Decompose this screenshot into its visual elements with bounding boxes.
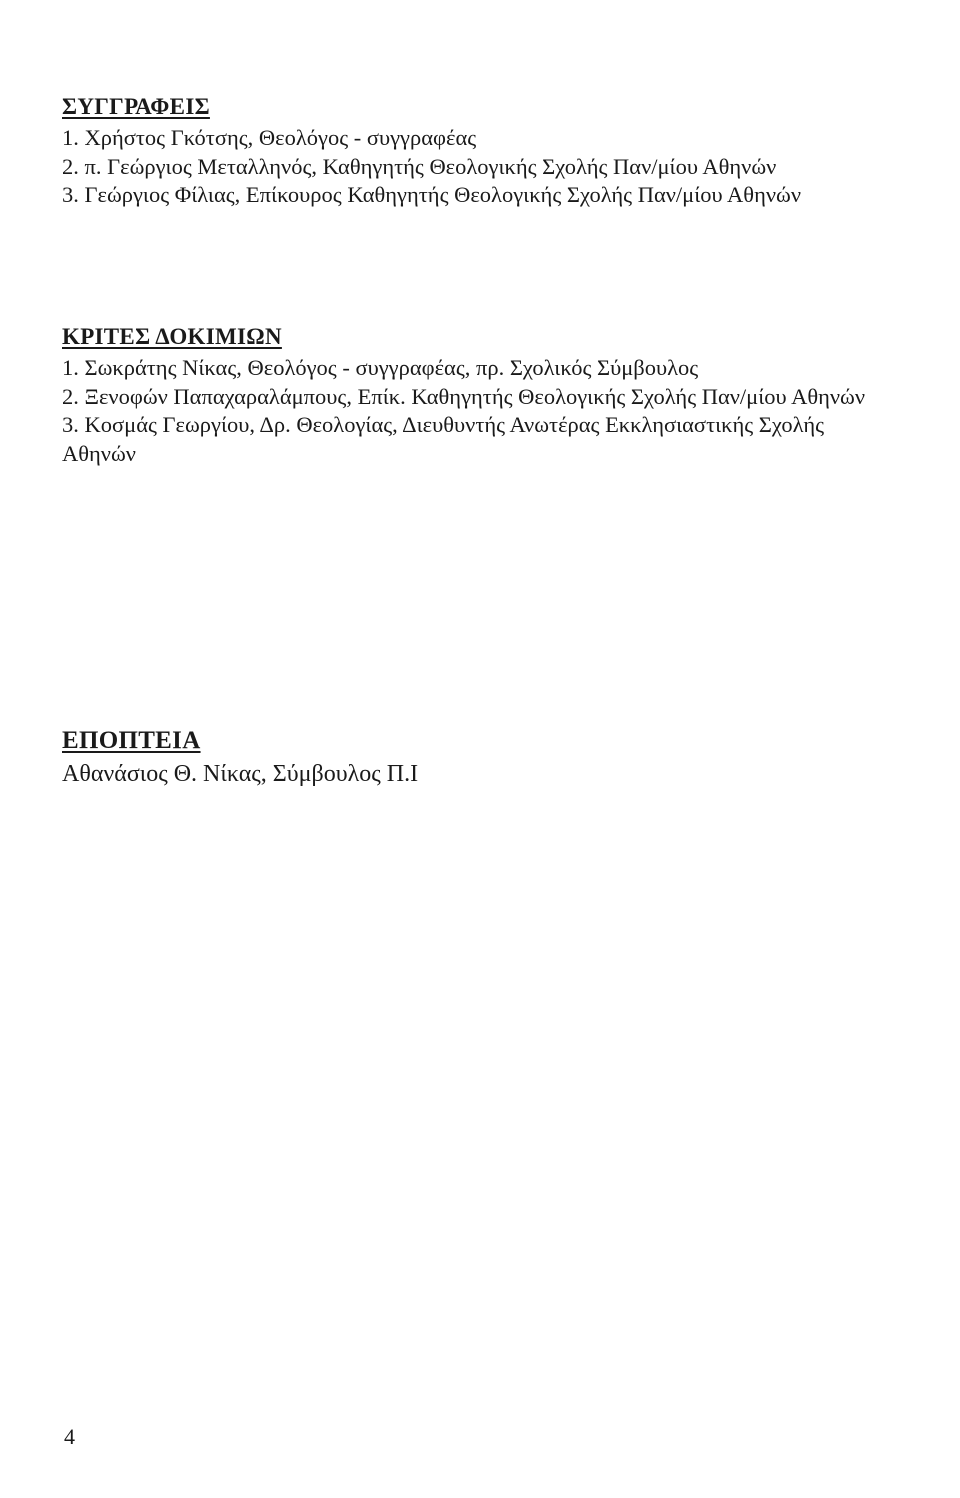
reviewer-item	[62, 383, 902, 412]
list-item-text: Γεώργιος Φίλιας, Επίκουρος Καθηγητής Θεολογικής Σχολής Παν/μίου Αθηνών	[84, 182, 802, 207]
supervision-section	[62, 725, 902, 789]
reviewer-item	[62, 354, 902, 383]
list-item-text: Κοσμάς Γεωργίου, Δρ. Θεολογίας, Διευθυντής Ανωτέρας Εκκλησιαστικής Σχολής Αθηνών	[62, 412, 825, 466]
list-item-text: Ξενοφών Παπαχαραλάμπους, Επίκ. Καθηγητής Θεολογικής Σχολής Παν/μίου Αθηνών	[84, 383, 866, 409]
list-item-number: 1.	[62, 125, 79, 150]
list-item-number: 2.	[62, 153, 79, 179]
list-item-number: 1.	[62, 355, 79, 380]
authors-section	[62, 92, 902, 210]
supervisor-name: Αθανάσιος Θ. Νίκας, Σύμβουλος Π.Ι	[62, 761, 419, 787]
reviewer-item	[62, 411, 902, 468]
author-item	[62, 124, 902, 153]
author-item	[62, 153, 902, 182]
list-item-number: 3.	[62, 182, 79, 207]
author-item	[62, 181, 902, 210]
list-item-number: 3.	[62, 412, 79, 437]
reviewers-heading: ΚΡΙΤΕΣ ΔΟΚΙΜΙΩΝ	[62, 324, 282, 349]
page-number: 4	[64, 1424, 75, 1449]
authors-list	[62, 124, 902, 210]
list-item-text: Σωκράτης Νίκας, Θεολόγος - συγγραφέας, πρ. Σχολικός Σύμβουλος	[84, 355, 699, 380]
authors-heading: ΣΥΓΓΡΑΦΕΙΣ	[62, 94, 210, 119]
list-item-text: Χρήστος Γκότσης, Θεολόγος - συγγραφέας	[84, 125, 477, 150]
list-item-number: 2.	[62, 383, 79, 409]
reviewers-section	[62, 322, 902, 468]
reviewers-list	[62, 354, 902, 468]
supervision-heading: ΕΠΟΠΤΕΙΑ	[62, 727, 201, 754]
list-item-text: π. Γεώργιος Μεταλληνός, Καθηγητής Θεολογικής Σχολής Παν/μίου Αθηνών	[84, 153, 777, 179]
